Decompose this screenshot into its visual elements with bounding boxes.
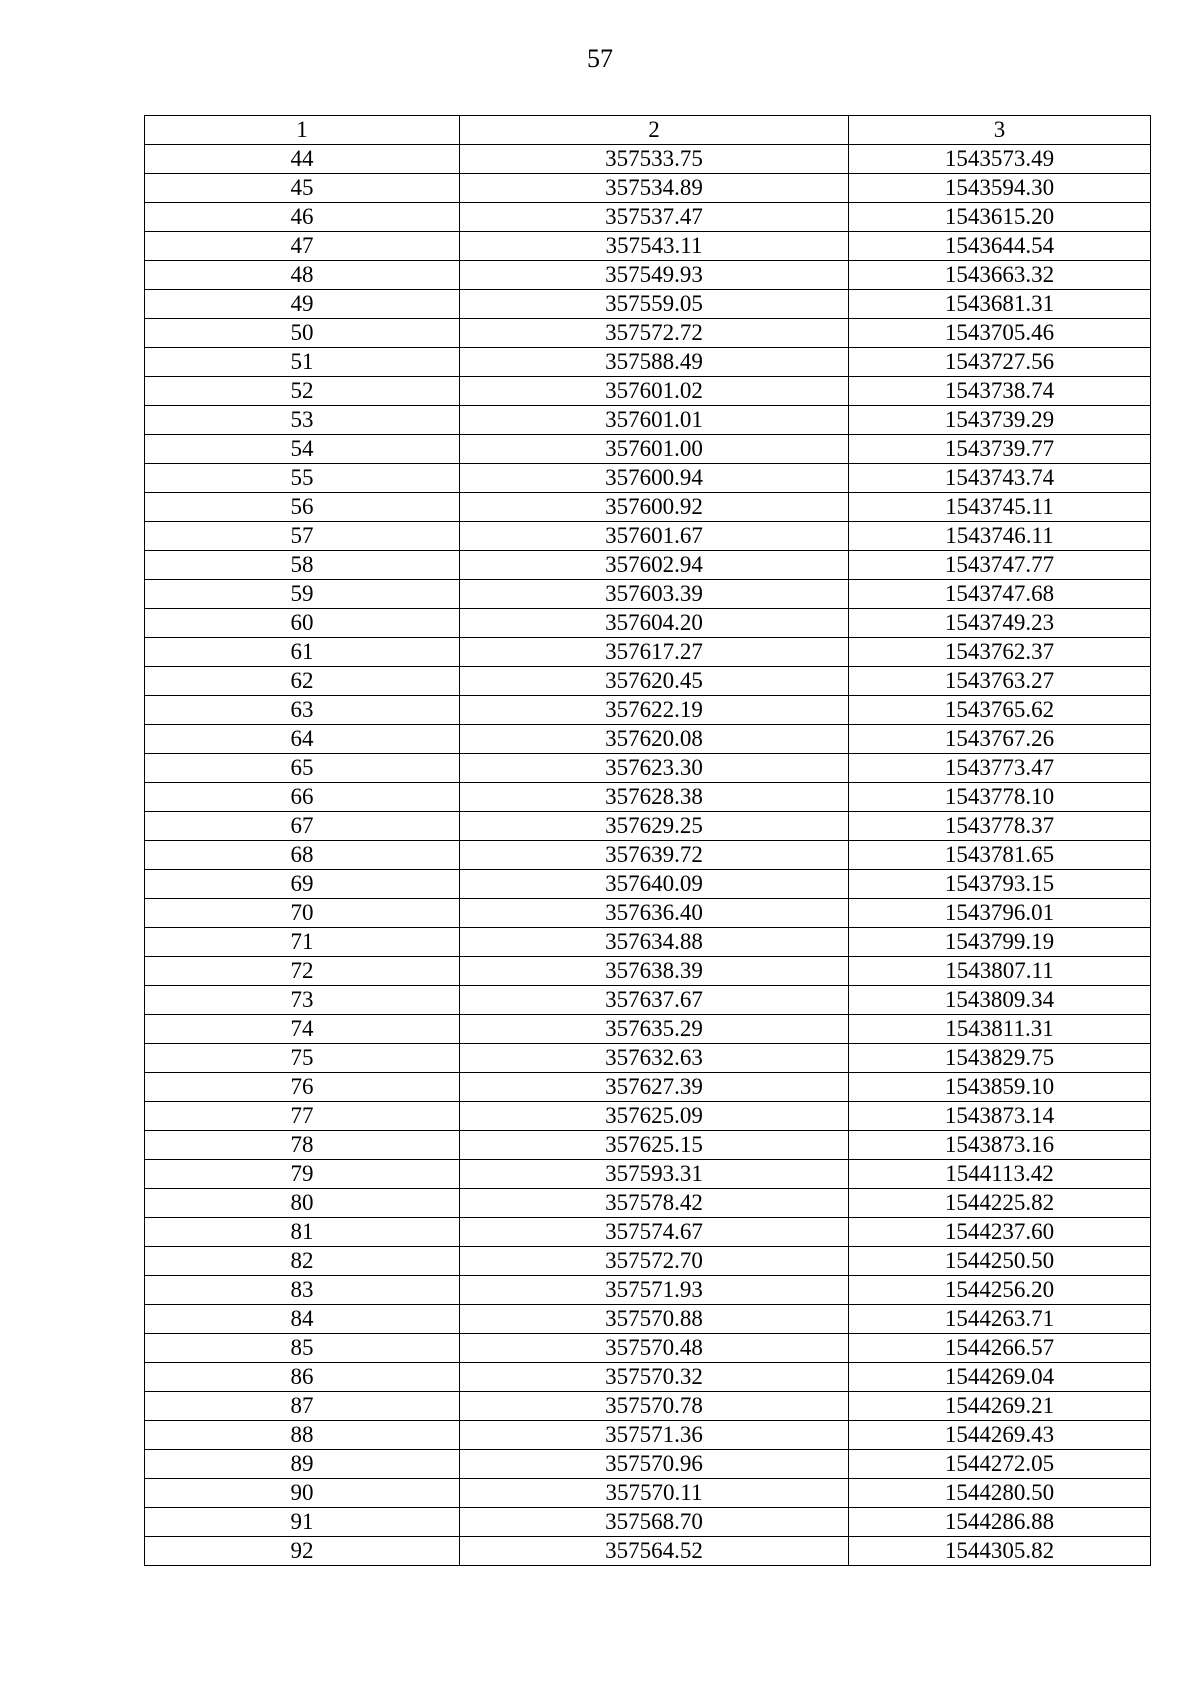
y-coordinate-cell: 1543796.01 (849, 899, 1151, 928)
table-row (145, 1044, 1151, 1073)
x-coordinate-cell: 357620.08 (460, 725, 849, 754)
point-number-cell: 61 (145, 638, 460, 667)
y-coordinate-cell: 1543739.29 (849, 406, 1151, 435)
point-number-cell: 91 (145, 1508, 460, 1537)
x-coordinate-cell: 357627.39 (460, 1073, 849, 1102)
x-coordinate-cell: 357568.70 (460, 1508, 849, 1537)
y-coordinate-cell: 1544269.04 (849, 1363, 1151, 1392)
x-coordinate-cell: 357570.96 (460, 1450, 849, 1479)
table-row (145, 1508, 1151, 1537)
x-coordinate-cell: 357578.42 (460, 1189, 849, 1218)
point-number-cell: 67 (145, 812, 460, 841)
point-number-cell: 63 (145, 696, 460, 725)
x-coordinate-cell: 357543.11 (460, 232, 849, 261)
table-row (145, 522, 1151, 551)
y-coordinate-cell: 1543738.74 (849, 377, 1151, 406)
x-coordinate-cell: 357600.92 (460, 493, 849, 522)
y-coordinate-cell: 1543829.75 (849, 1044, 1151, 1073)
x-coordinate-cell: 357572.72 (460, 319, 849, 348)
y-coordinate-cell: 1543859.10 (849, 1073, 1151, 1102)
table-row (145, 377, 1151, 406)
point-number-cell: 90 (145, 1479, 460, 1508)
table-row (145, 1392, 1151, 1421)
table-row (145, 870, 1151, 899)
point-number-cell: 73 (145, 986, 460, 1015)
y-coordinate-cell: 1543739.77 (849, 435, 1151, 464)
y-coordinate-cell: 1543594.30 (849, 174, 1151, 203)
table-row (145, 1247, 1151, 1276)
x-coordinate-cell: 357639.72 (460, 841, 849, 870)
y-coordinate-cell: 1543573.49 (849, 145, 1151, 174)
point-number-cell: 71 (145, 928, 460, 957)
x-coordinate-cell: 357593.31 (460, 1160, 849, 1189)
point-number-cell: 46 (145, 203, 460, 232)
point-number-cell: 75 (145, 1044, 460, 1073)
x-coordinate-cell: 357601.00 (460, 435, 849, 464)
y-coordinate-cell: 1543745.11 (849, 493, 1151, 522)
point-number-cell: 83 (145, 1276, 460, 1305)
x-coordinate-cell: 357570.88 (460, 1305, 849, 1334)
x-coordinate-cell: 357570.32 (460, 1363, 849, 1392)
point-number-cell: 92 (145, 1537, 460, 1566)
point-number-cell: 51 (145, 348, 460, 377)
x-coordinate-cell: 357533.75 (460, 145, 849, 174)
point-number-cell: 79 (145, 1160, 460, 1189)
y-coordinate-cell: 1543873.16 (849, 1131, 1151, 1160)
point-number-cell: 52 (145, 377, 460, 406)
x-coordinate-cell: 357601.67 (460, 522, 849, 551)
point-number-cell: 80 (145, 1189, 460, 1218)
table-row (145, 145, 1151, 174)
x-coordinate-cell: 357588.49 (460, 348, 849, 377)
y-coordinate-cell: 1543747.68 (849, 580, 1151, 609)
table-row (145, 957, 1151, 986)
point-number-cell: 69 (145, 870, 460, 899)
y-coordinate-cell: 1543749.23 (849, 609, 1151, 638)
point-number-cell: 59 (145, 580, 460, 609)
x-coordinate-cell: 357604.20 (460, 609, 849, 638)
point-number-cell: 74 (145, 1015, 460, 1044)
point-number-cell: 87 (145, 1392, 460, 1421)
point-number-cell: 56 (145, 493, 460, 522)
point-number-cell: 55 (145, 464, 460, 493)
y-coordinate-cell: 1543681.31 (849, 290, 1151, 319)
y-coordinate-cell: 1543763.27 (849, 667, 1151, 696)
y-coordinate-cell: 1543767.26 (849, 725, 1151, 754)
y-coordinate-cell: 1543762.37 (849, 638, 1151, 667)
y-coordinate-cell: 1543746.11 (849, 522, 1151, 551)
point-number-cell: 85 (145, 1334, 460, 1363)
y-coordinate-cell: 1544237.60 (849, 1218, 1151, 1247)
x-coordinate-cell: 357625.09 (460, 1102, 849, 1131)
point-number-cell: 53 (145, 406, 460, 435)
x-coordinate-cell: 357629.25 (460, 812, 849, 841)
y-coordinate-cell: 1544272.05 (849, 1450, 1151, 1479)
x-coordinate-cell: 357600.94 (460, 464, 849, 493)
y-coordinate-cell: 1543811.31 (849, 1015, 1151, 1044)
y-coordinate-cell: 1543873.14 (849, 1102, 1151, 1131)
x-coordinate-cell: 357564.52 (460, 1537, 849, 1566)
point-number-cell: 64 (145, 725, 460, 754)
table-row (145, 406, 1151, 435)
table-row (145, 1305, 1151, 1334)
point-number-cell: 50 (145, 319, 460, 348)
point-number-cell: 89 (145, 1450, 460, 1479)
table-row (145, 899, 1151, 928)
x-coordinate-cell: 357537.47 (460, 203, 849, 232)
y-coordinate-cell: 1543743.74 (849, 464, 1151, 493)
x-coordinate-cell: 357623.30 (460, 754, 849, 783)
table-row (145, 348, 1151, 377)
point-number-cell: 44 (145, 145, 460, 174)
y-coordinate-cell: 1544263.71 (849, 1305, 1151, 1334)
y-coordinate-cell: 1544256.20 (849, 1276, 1151, 1305)
point-number-cell: 60 (145, 609, 460, 638)
table-row (145, 1015, 1151, 1044)
x-coordinate-cell: 357634.88 (460, 928, 849, 957)
table-row (145, 1479, 1151, 1508)
y-coordinate-cell: 1544225.82 (849, 1189, 1151, 1218)
point-number-cell: 49 (145, 290, 460, 319)
table-row (145, 1131, 1151, 1160)
y-coordinate-cell: 1544266.57 (849, 1334, 1151, 1363)
point-number-cell: 81 (145, 1218, 460, 1247)
x-coordinate-cell: 357571.36 (460, 1421, 849, 1450)
point-number-cell: 62 (145, 667, 460, 696)
coordinates-table (144, 115, 1151, 1566)
point-number-cell: 72 (145, 957, 460, 986)
y-coordinate-cell: 1543727.56 (849, 348, 1151, 377)
table-row (145, 812, 1151, 841)
point-number-cell: 45 (145, 174, 460, 203)
column-header: 2 (460, 116, 849, 145)
x-coordinate-cell: 357570.48 (460, 1334, 849, 1363)
x-coordinate-cell: 357622.19 (460, 696, 849, 725)
table-row (145, 667, 1151, 696)
table-row (145, 1276, 1151, 1305)
y-coordinate-cell: 1544280.50 (849, 1479, 1151, 1508)
x-coordinate-cell: 357549.93 (460, 261, 849, 290)
table-row (145, 1421, 1151, 1450)
point-number-cell: 54 (145, 435, 460, 464)
y-coordinate-cell: 1543778.10 (849, 783, 1151, 812)
table-row (145, 551, 1151, 580)
y-coordinate-cell: 1543663.32 (849, 261, 1151, 290)
table-row (145, 1218, 1151, 1247)
point-number-cell: 70 (145, 899, 460, 928)
x-coordinate-cell: 357534.89 (460, 174, 849, 203)
table-row (145, 1073, 1151, 1102)
y-coordinate-cell: 1544250.50 (849, 1247, 1151, 1276)
point-number-cell: 66 (145, 783, 460, 812)
x-coordinate-cell: 357640.09 (460, 870, 849, 899)
table-row (145, 638, 1151, 667)
table-row (145, 580, 1151, 609)
x-coordinate-cell: 357625.15 (460, 1131, 849, 1160)
y-coordinate-cell: 1543809.34 (849, 986, 1151, 1015)
table-row (145, 435, 1151, 464)
table-row (145, 232, 1151, 261)
x-coordinate-cell: 357628.38 (460, 783, 849, 812)
y-coordinate-cell: 1544305.82 (849, 1537, 1151, 1566)
x-coordinate-cell: 357635.29 (460, 1015, 849, 1044)
table-row (145, 928, 1151, 957)
table-row (145, 464, 1151, 493)
x-coordinate-cell: 357601.02 (460, 377, 849, 406)
table-row (145, 841, 1151, 870)
y-coordinate-cell: 1543793.15 (849, 870, 1151, 899)
y-coordinate-cell: 1543705.46 (849, 319, 1151, 348)
y-coordinate-cell: 1543778.37 (849, 812, 1151, 841)
table-row (145, 203, 1151, 232)
x-coordinate-cell: 357559.05 (460, 290, 849, 319)
table-row (145, 1450, 1151, 1479)
x-coordinate-cell: 357601.01 (460, 406, 849, 435)
point-number-cell: 57 (145, 522, 460, 551)
table-row (145, 783, 1151, 812)
point-number-cell: 82 (145, 1247, 460, 1276)
table-row (145, 754, 1151, 783)
x-coordinate-cell: 357574.67 (460, 1218, 849, 1247)
point-number-cell: 65 (145, 754, 460, 783)
table-row (145, 1334, 1151, 1363)
table-row (145, 319, 1151, 348)
table-header-row (145, 116, 1151, 145)
y-coordinate-cell: 1544269.21 (849, 1392, 1151, 1421)
table-row (145, 1160, 1151, 1189)
y-coordinate-cell: 1543765.62 (849, 696, 1151, 725)
y-coordinate-cell: 1543773.47 (849, 754, 1151, 783)
point-number-cell: 47 (145, 232, 460, 261)
table-row (145, 1189, 1151, 1218)
point-number-cell: 88 (145, 1421, 460, 1450)
table-row (145, 696, 1151, 725)
point-number-cell: 78 (145, 1131, 460, 1160)
column-header: 1 (145, 116, 460, 145)
x-coordinate-cell: 357636.40 (460, 899, 849, 928)
y-coordinate-cell: 1544286.88 (849, 1508, 1151, 1537)
x-coordinate-cell: 357617.27 (460, 638, 849, 667)
table-row (145, 725, 1151, 754)
y-coordinate-cell: 1543747.77 (849, 551, 1151, 580)
table-body (145, 116, 1151, 1566)
table-row (145, 290, 1151, 319)
point-number-cell: 84 (145, 1305, 460, 1334)
y-coordinate-cell: 1543799.19 (849, 928, 1151, 957)
point-number-cell: 76 (145, 1073, 460, 1102)
x-coordinate-cell: 357572.70 (460, 1247, 849, 1276)
table-row (145, 1363, 1151, 1392)
y-coordinate-cell: 1543807.11 (849, 957, 1151, 986)
x-coordinate-cell: 357632.63 (460, 1044, 849, 1073)
table-row (145, 609, 1151, 638)
point-number-cell: 68 (145, 841, 460, 870)
x-coordinate-cell: 357603.39 (460, 580, 849, 609)
point-number-cell: 48 (145, 261, 460, 290)
table-row (145, 1537, 1151, 1566)
y-coordinate-cell: 1544113.42 (849, 1160, 1151, 1189)
table-row (145, 493, 1151, 522)
x-coordinate-cell: 357602.94 (460, 551, 849, 580)
x-coordinate-cell: 357637.67 (460, 986, 849, 1015)
x-coordinate-cell: 357620.45 (460, 667, 849, 696)
x-coordinate-cell: 357570.78 (460, 1392, 849, 1421)
x-coordinate-cell: 357571.93 (460, 1276, 849, 1305)
point-number-cell: 86 (145, 1363, 460, 1392)
page-number: 57 (587, 44, 613, 73)
y-coordinate-cell: 1543615.20 (849, 203, 1151, 232)
table-row (145, 1102, 1151, 1131)
point-number-cell: 77 (145, 1102, 460, 1131)
x-coordinate-cell: 357638.39 (460, 957, 849, 986)
table-row (145, 986, 1151, 1015)
y-coordinate-cell: 1543781.65 (849, 841, 1151, 870)
column-header: 3 (849, 116, 1151, 145)
x-coordinate-cell: 357570.11 (460, 1479, 849, 1508)
y-coordinate-cell: 1544269.43 (849, 1421, 1151, 1450)
y-coordinate-cell: 1543644.54 (849, 232, 1151, 261)
table-row (145, 261, 1151, 290)
table-row (145, 174, 1151, 203)
point-number-cell: 58 (145, 551, 460, 580)
